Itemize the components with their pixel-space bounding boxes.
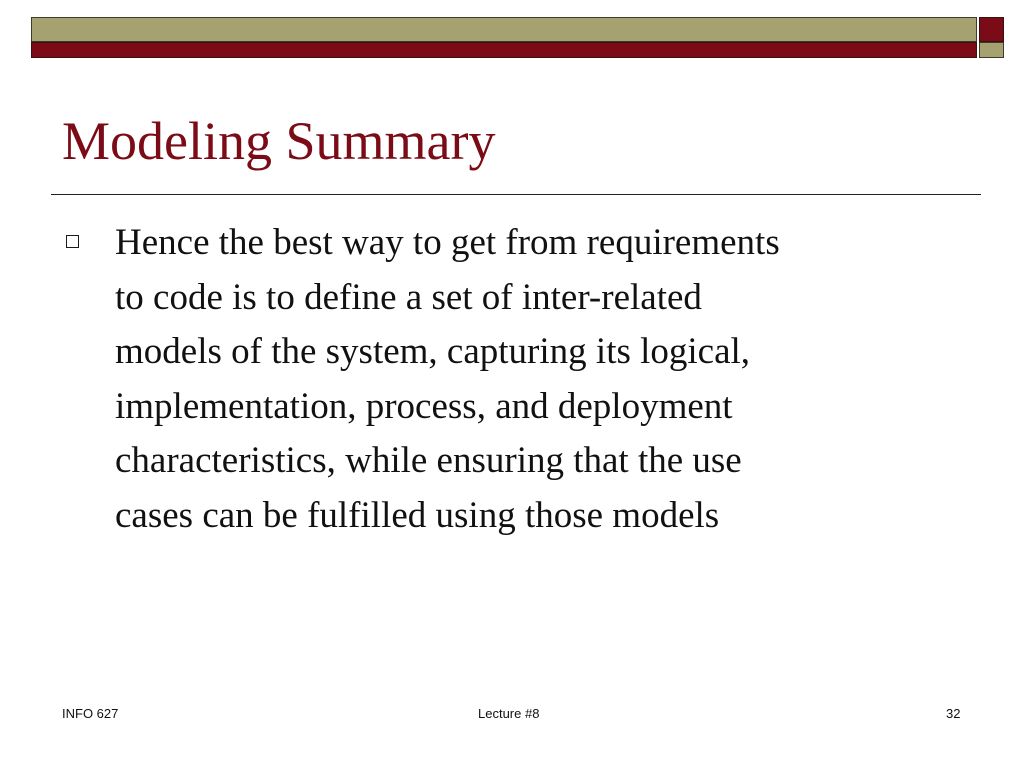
bullet-line: characteristics, while ensuring that the use (115, 440, 742, 481)
footer-lecture: Lecture #8 (478, 706, 540, 721)
footer-page-number: 32 (946, 706, 961, 721)
footer-course: INFO 627 (62, 706, 119, 721)
bullet-line: cases can be fulfilled using those models (115, 494, 720, 536)
bullet-text (115, 216, 955, 543)
bullet-line: implementation, process, and deployment (115, 385, 733, 427)
header-band-olive (31, 17, 977, 42)
bullet-line: to code is to define a set of inter-related (115, 276, 702, 318)
hollow-square-bullet-icon (66, 235, 79, 248)
bullet-line: models of the system, capturing its logical, (115, 331, 751, 372)
title-divider (51, 194, 981, 195)
header-corner-maroon (979, 17, 1004, 42)
slide-title: Modeling Summary (62, 111, 496, 171)
header-corner-olive (979, 42, 1004, 58)
bullet-line: Hence the best way to get from requirements (115, 222, 780, 263)
header-band-maroon (31, 42, 977, 58)
